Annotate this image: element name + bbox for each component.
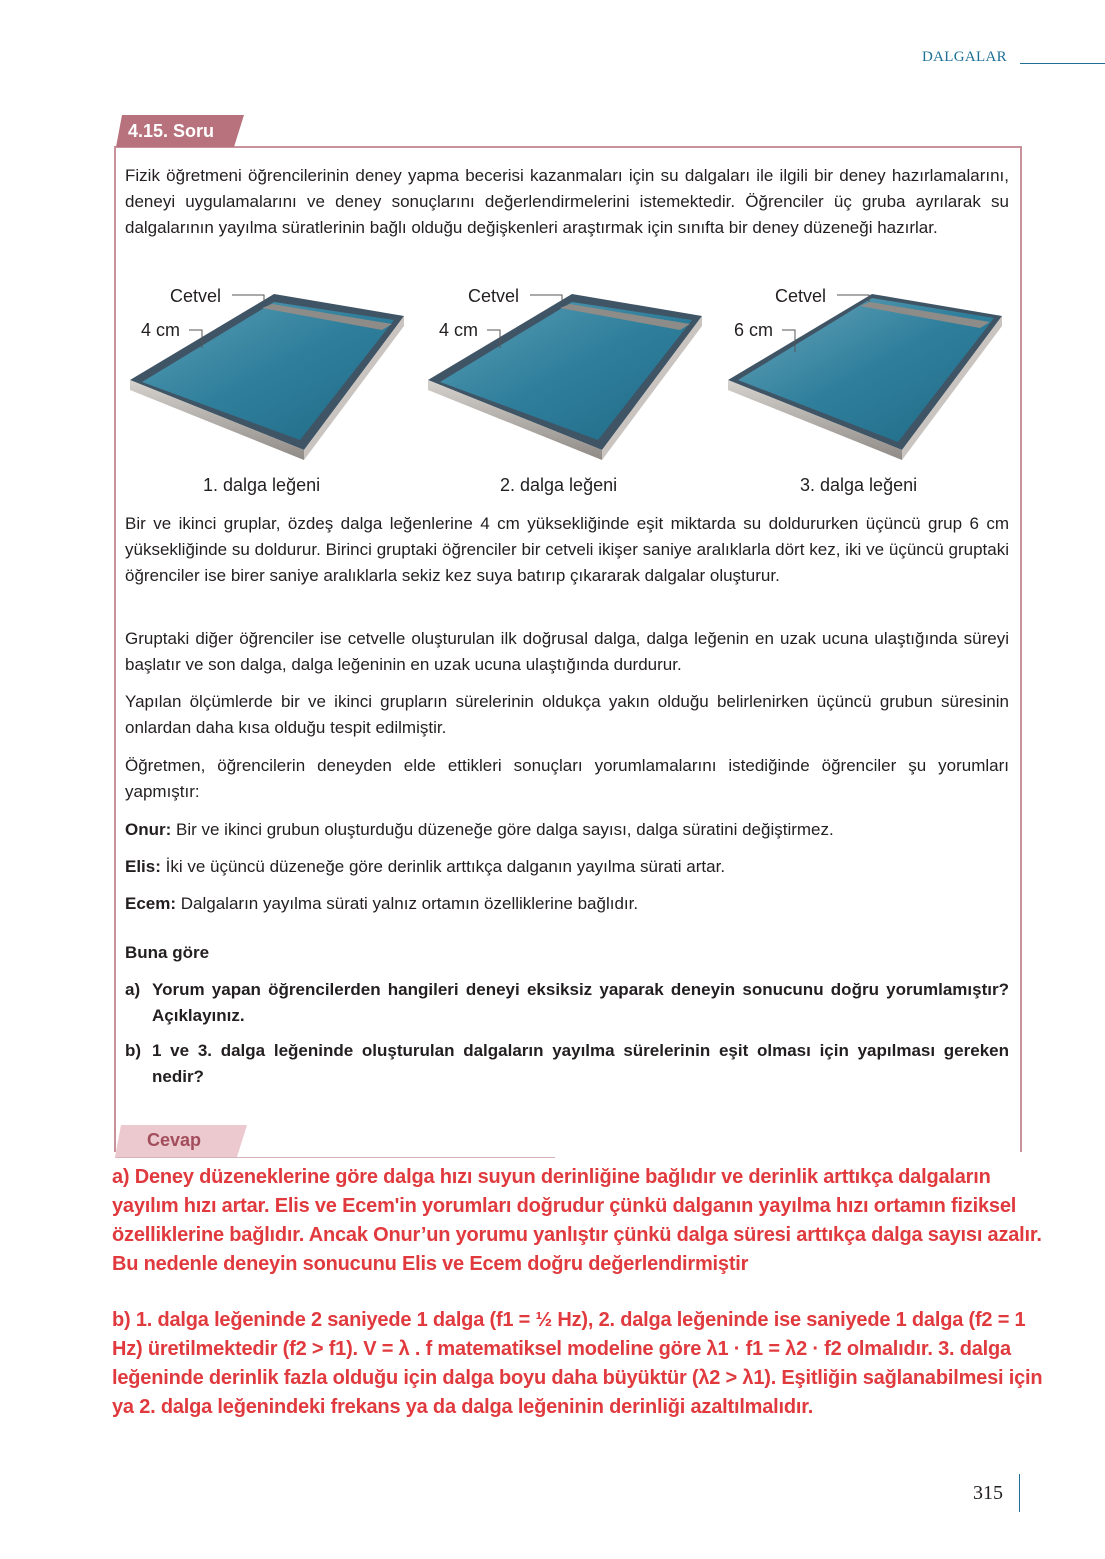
- student-name: Elis:: [125, 857, 161, 876]
- answer-rule: [115, 1157, 555, 1158]
- answer-label: Cevap: [147, 1130, 202, 1150]
- page-number: 315: [973, 1482, 1003, 1504]
- question-intro: Fizik öğretmeni öğrencilerinin deney yapma becerisi kazanmaları için su dalgaları ile ilgili bir deney hazırlamalarını, deneyi uygulamalarını ve deney sonuçlarını değerlendirmelerini istemektedir. Öğrenciler üç gruba ayrılarak su dalgalarının yayılma süratlerinin bağlı olduğu değişkenleri araştırmak için sınıfta bir deney düzeneği hazırlar.: [125, 166, 1009, 237]
- question-item-a: [125, 977, 1009, 1029]
- tank-caption-2: 2. dalga leğeni: [500, 475, 618, 495]
- question-number: 4.15. Soru: [128, 121, 215, 141]
- depth-label-1: 4 cm: [141, 320, 181, 340]
- paragraph-timing: Gruptaki diğer öğrenciler ise cetvelle oluşturulan ilk doğrusal dalga, dalga leğenin en uzak ucuna ulaştığında süreyi başlatır ve son dalga, dalga leğeninin en uzak ucuna ulaştığında durdurur.: [125, 629, 1009, 674]
- tank-caption-1: 1. dalga leğeni: [203, 475, 321, 495]
- prompt: Buna göre: [125, 943, 210, 962]
- comment-text: Bir ve ikinci grubun oluşturduğu düzeneğe göre dalga sayısı, dalga süratini değiştirmez.: [171, 820, 834, 839]
- answer-part-b: b) 1. dalga leğeninde 2 saniyede 1 dalga (f1 = ½ Hz), 2. dalga leğeninde ise saniyede 1 dalga (f2 = 1 Hz) üretilmektedir (f2 > f1). V = λ . f matematiksel modeline göre λ1 · f1 = λ2 · f2 olmalıdır. 3. dalga leğeninde derinlik fazla olduğu için dalga boyu daha büyüktür (λ2 > λ1). Eşitliğin sağlanabilmesi için ya 2. dalga leğenindeki frekans ya da dalga leğeninin derinliği azaltılmalıdır.: [112, 1309, 1043, 1418]
- comment-elis: [125, 854, 1009, 880]
- paragraph-teacher: Öğretmen, öğrencilerin deneyden elde ettikleri sonuçları yorumlamalarını istediğinde öğrenciler şu yorumları yapmıştır:: [125, 756, 1009, 801]
- page-number-rule: [1019, 1474, 1020, 1512]
- tank-caption-3: 3. dalga leğeni: [800, 475, 918, 495]
- comment-ecem: [125, 891, 1009, 917]
- answer-part-a: a) Deney düzeneklerine göre dalga hızı suyun derinliğine bağlıdır ve derinlik arttıkça dalgaların yayılım hızı artar. Elis ve Ecem'in yorumları doğrudur çünkü dalganın yayılma hızı ortamın fiziksel özelliklerine bağlıdır. Ancak Onur’un yorumu yanlıştır çünkü dalga süresi arttıkça dalga sayısı azalır. Bu nedenle deneyin sonucunu Elis ve Ecem doğru değerlendirmiştir: [112, 1166, 1042, 1275]
- comment-onur: [125, 817, 1009, 843]
- comment-text: Dalgaların yayılma sürati yalnız ortamın özelliklerine bağlıdır.: [176, 894, 639, 913]
- ruler-label-1: Cetvel: [170, 286, 222, 306]
- ruler-label-3: Cetvel: [775, 286, 827, 306]
- item-letter: a): [125, 980, 141, 999]
- question-item-b: [125, 1038, 1009, 1090]
- item-text: Yorum yapan öğrencilerden hangileri deneyi eksiksiz yaparak deneyin sonucunu doğru yorumlamıştır? Açıklayınız.: [152, 980, 1009, 1025]
- chapter-title: DALGALAR: [922, 49, 1007, 65]
- item-text: 1 ve 3. dalga leğeninde oluşturulan dalgaların yayılma sürelerinin eşit olması için yapılması gereken nedir?: [152, 1041, 1009, 1086]
- student-name: Onur:: [125, 820, 172, 839]
- student-name: Ecem:: [125, 894, 177, 913]
- item-letter: b): [125, 1041, 142, 1060]
- comment-text: İki ve üçüncü düzeneğe göre derinlik arttıkça dalganın yayılma sürati artar.: [160, 857, 726, 876]
- leader-lines: [0, 0, 1105, 520]
- ruler-label-2: Cetvel: [468, 286, 520, 306]
- paragraph-setup: Bir ve ikinci gruplar, özdeş dalga leğenlerine 4 cm yüksekliğinde eşit miktarda su doldururken üçüncü grup 6 cm yüksekliğinde su doldurur. Birinci gruptaki öğrenciler bir cetveli ikişer saniye aralıklarla dört kez, iki ve üçüncü gruptaki öğrenciler ise birer saniye aralıklarla sekiz kez suya batırıp çıkararak dalgalar oluşturur.: [125, 514, 1009, 585]
- depth-label-3: 6 cm: [734, 320, 774, 340]
- answer-tab: [115, 1125, 247, 1157]
- depth-label-2: 4 cm: [439, 320, 479, 340]
- paragraph-results: Yapılan ölçümlerde bir ve ikinci grupların sürelerinin oldukça yakın olduğu belirlenirken üçüncü grubun süresinin onlardan daha kısa olduğu tespit edilmiştir.: [125, 692, 1009, 737]
